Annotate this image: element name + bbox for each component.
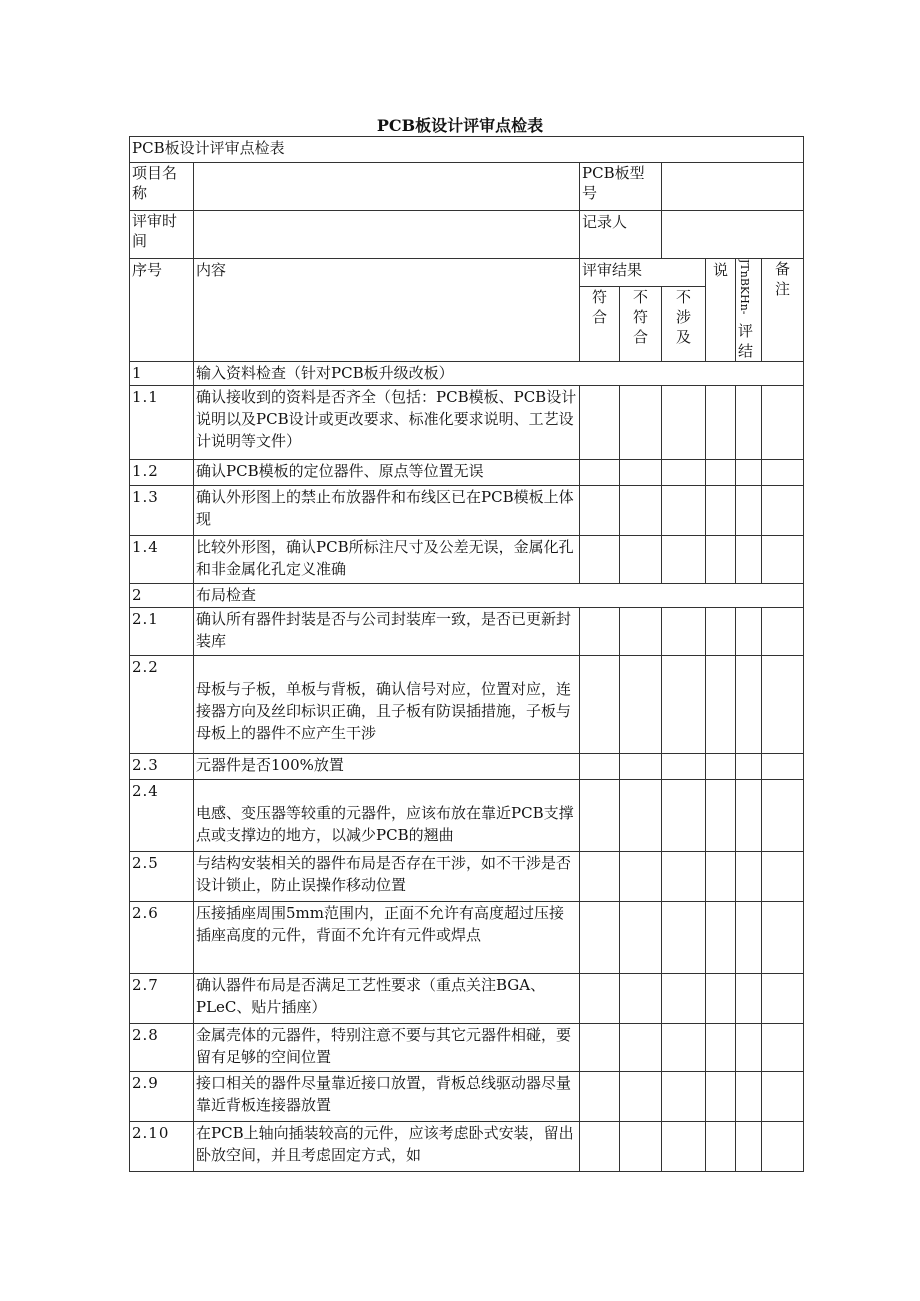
- conform-cell[interactable]: [580, 1121, 620, 1171]
- explain-cell[interactable]: [706, 973, 736, 1023]
- conclusion-cell[interactable]: [736, 1121, 762, 1171]
- project-name-value[interactable]: [194, 163, 580, 211]
- conclusion-cell[interactable]: [736, 753, 762, 779]
- review-conclusion-header: [736, 259, 762, 362]
- nonconform-cell[interactable]: [620, 901, 662, 973]
- table-title-row: [130, 137, 804, 163]
- table-row: [130, 1023, 804, 1071]
- conform-cell[interactable]: [580, 607, 620, 655]
- row-seq: 1: [130, 361, 194, 385]
- seq-header: 序号: [130, 259, 194, 362]
- explain-cell[interactable]: [706, 655, 736, 753]
- table-row: [130, 583, 804, 607]
- row-content: 接口相关的器件尽量靠近接口放置，背板总线驱动器尽量靠近背板连接器放置: [194, 1071, 580, 1121]
- table-row: [130, 973, 804, 1023]
- row-content: 压接插座周围5mm范围内，正面不允许有高度超过压接插座高度的元件，背面不允许有元件或焊点: [194, 901, 580, 973]
- nonconform-cell[interactable]: [620, 535, 662, 583]
- not-applicable-cell[interactable]: [662, 535, 706, 583]
- not-applicable-cell[interactable]: [662, 607, 706, 655]
- nonconform-cell[interactable]: [620, 1023, 662, 1071]
- not-applicable-cell[interactable]: [662, 753, 706, 779]
- not-applicable-cell[interactable]: [662, 385, 706, 459]
- nonconform-cell[interactable]: [620, 973, 662, 1023]
- review-result-header: 评审结果: [580, 259, 706, 287]
- row-content: 输入资料检查（针对PCB板升级改板）: [194, 361, 804, 385]
- nonconform-header: 不 符 合: [620, 286, 662, 361]
- row-content: 确认PCB模板的定位器件、原点等位置无误: [194, 459, 580, 485]
- remark-cell[interactable]: [762, 753, 804, 779]
- conclusion-cell[interactable]: [736, 851, 762, 901]
- not-applicable-cell[interactable]: [662, 459, 706, 485]
- conclusion-cell[interactable]: [736, 1023, 762, 1071]
- row-seq: 1.1: [130, 385, 194, 459]
- recorder-label: 记录人: [580, 211, 662, 259]
- conform-cell[interactable]: [580, 753, 620, 779]
- remark-cell[interactable]: [762, 779, 804, 851]
- not-applicable-cell[interactable]: [662, 485, 706, 535]
- conform-cell[interactable]: [580, 901, 620, 973]
- explain-header: 说: [706, 259, 736, 362]
- row-seq: 2.1: [130, 607, 194, 655]
- nonconform-cell[interactable]: [620, 459, 662, 485]
- remark-cell[interactable]: [762, 1121, 804, 1171]
- table-row: [130, 1121, 804, 1171]
- row-seq: 2.3: [130, 753, 194, 779]
- explain-cell[interactable]: [706, 851, 736, 901]
- pcb-model-label: PCB板型 号: [580, 163, 662, 211]
- remark-cell[interactable]: [762, 1071, 804, 1121]
- remark-cell[interactable]: [762, 385, 804, 459]
- conclusion-cell[interactable]: [736, 459, 762, 485]
- review-time-row: [130, 211, 804, 259]
- row-content: 布局检查: [194, 583, 804, 607]
- column-header-row: [130, 259, 804, 287]
- row-seq: 2.5: [130, 851, 194, 901]
- explain-cell[interactable]: [706, 385, 736, 459]
- row-content: 电感、变压器等较重的元器件，应该布放在靠近PCB支撑点或支撑边的地方，以减少PCB的翘曲: [194, 779, 580, 851]
- explain-cell[interactable]: [706, 753, 736, 779]
- conclusion-cell[interactable]: [736, 655, 762, 753]
- remark-cell[interactable]: [762, 1023, 804, 1071]
- remark-cell[interactable]: [762, 655, 804, 753]
- row-seq: 1.2: [130, 459, 194, 485]
- conclusion-cell[interactable]: [736, 385, 762, 459]
- row-seq: 2.2: [130, 655, 194, 753]
- not-applicable-cell[interactable]: [662, 901, 706, 973]
- row-content: 与结构安装相关的器件布局是否存在干涉，如不干涉是否设计锁止，防止误操作移动位置: [194, 851, 580, 901]
- conclusion-cell[interactable]: [736, 607, 762, 655]
- explain-cell[interactable]: [706, 485, 736, 535]
- table-row: [130, 851, 804, 901]
- row-seq: 2.9: [130, 1071, 194, 1121]
- remark-header: 备 注: [762, 259, 804, 362]
- conform-header: 符 合: [580, 286, 620, 361]
- conclusion-cell[interactable]: [736, 1071, 762, 1121]
- row-content: 确认外形图上的禁止布放器件和布线区已在PCB模板上体现: [194, 485, 580, 535]
- conclusion-cell[interactable]: [736, 973, 762, 1023]
- nonconform-cell[interactable]: [620, 485, 662, 535]
- recorder-value[interactable]: [662, 211, 804, 259]
- nonconform-cell[interactable]: [620, 385, 662, 459]
- row-content: 确认接收到的资料是否齐全（包括：PCB模板、PCB设计说明以及PCB设计或更改要求、标准化要求说明、工艺设计说明等文件）: [194, 385, 580, 459]
- not-applicable-cell[interactable]: [662, 779, 706, 851]
- conform-cell[interactable]: [580, 385, 620, 459]
- table-row: [130, 655, 804, 753]
- explain-cell[interactable]: [706, 1121, 736, 1171]
- pcb-model-value[interactable]: [662, 163, 804, 211]
- garbled-header-text: JTnBKHn-: [738, 259, 751, 315]
- explain-cell[interactable]: [706, 779, 736, 851]
- explain-cell[interactable]: [706, 459, 736, 485]
- conform-cell[interactable]: [580, 851, 620, 901]
- nonconform-cell[interactable]: [620, 851, 662, 901]
- row-content: 在PCB上轴向插装较高的元件，应该考虑卧式安装，留出卧放空间，并且考虑固定方式，如: [194, 1121, 580, 1171]
- table-row: [130, 361, 804, 385]
- table-row: [130, 607, 804, 655]
- row-seq: 2.6: [130, 901, 194, 973]
- remark-cell[interactable]: [762, 851, 804, 901]
- row-seq: 2.10: [130, 1121, 194, 1171]
- table-row: [130, 485, 804, 535]
- explain-cell[interactable]: [706, 901, 736, 973]
- row-content: 比较外形图，确认PCB所标注尺寸及公差无误，金属化孔和非金属化孔定义准确: [194, 535, 580, 583]
- conclusion-cell[interactable]: [736, 535, 762, 583]
- remark-cell[interactable]: [762, 901, 804, 973]
- conform-cell[interactable]: [580, 655, 620, 753]
- conform-cell[interactable]: [580, 1071, 620, 1121]
- nonconform-cell[interactable]: [620, 1121, 662, 1171]
- table-row: [130, 901, 804, 973]
- table-row: [130, 535, 804, 583]
- row-content: 金属壳体的元器件，特别注意不要与其它元器件相碰，要留有足够的空间位置: [194, 1023, 580, 1071]
- row-content: 确认所有器件封装是否与公司封装库一致，是否已更新封装库: [194, 607, 580, 655]
- document-title: PCB板设计评审点检表: [376, 116, 544, 135]
- table-title: PCB板设计评审点检表: [130, 137, 804, 163]
- nonconform-cell[interactable]: [620, 753, 662, 779]
- remark-cell[interactable]: [762, 535, 804, 583]
- row-content: 母板与子板，单板与背板，确认信号对应，位置对应，连接器方向及丝印标识正确，且子板有防误插措施，子板与母板上的器件不应产生干涉: [194, 655, 580, 753]
- nonconform-cell[interactable]: [620, 779, 662, 851]
- conform-cell[interactable]: [580, 973, 620, 1023]
- row-content: 确认器件布局是否满足工艺性要求（重点关注BGA、PLeC、贴片插座）: [194, 973, 580, 1023]
- explain-cell[interactable]: [706, 1071, 736, 1121]
- conform-cell[interactable]: [580, 485, 620, 535]
- content-header: 内容: [194, 259, 580, 362]
- review-checklist-table: [129, 136, 804, 1172]
- conclusion-cell[interactable]: [736, 779, 762, 851]
- row-seq: 2.8: [130, 1023, 194, 1071]
- explain-cell[interactable]: [706, 1023, 736, 1071]
- remark-cell[interactable]: [762, 485, 804, 535]
- row-seq: 1.4: [130, 535, 194, 583]
- row-seq: 2: [130, 583, 194, 607]
- nonconform-cell[interactable]: [620, 607, 662, 655]
- row-seq: 2.4: [130, 779, 194, 851]
- explain-cell[interactable]: [706, 607, 736, 655]
- not-applicable-cell[interactable]: [662, 655, 706, 753]
- remark-cell[interactable]: [762, 607, 804, 655]
- conform-cell[interactable]: [580, 1023, 620, 1071]
- table-row: [130, 385, 804, 459]
- project-row: [130, 163, 804, 211]
- not-applicable-cell[interactable]: [662, 973, 706, 1023]
- review-time-label: 评审时 间: [130, 211, 194, 259]
- row-seq: 1.3: [130, 485, 194, 535]
- row-content: 元器件是否100%放置: [194, 753, 580, 779]
- not-applicable-header: 不 涉 及: [662, 286, 706, 361]
- review-conclusion-label: 评 结: [738, 321, 754, 360]
- row-seq: 2.7: [130, 973, 194, 1023]
- conform-cell[interactable]: [580, 779, 620, 851]
- conform-cell[interactable]: [580, 535, 620, 583]
- project-name-label: 项目名 称: [130, 163, 194, 211]
- review-time-value[interactable]: [194, 211, 580, 259]
- not-applicable-cell[interactable]: [662, 1023, 706, 1071]
- conclusion-cell[interactable]: [736, 901, 762, 973]
- table-row: [130, 459, 804, 485]
- table-row: [130, 1071, 804, 1121]
- remark-cell[interactable]: [762, 973, 804, 1023]
- nonconform-cell[interactable]: [620, 655, 662, 753]
- nonconform-cell[interactable]: [620, 1071, 662, 1121]
- conclusion-cell[interactable]: [736, 485, 762, 535]
- conform-cell[interactable]: [580, 459, 620, 485]
- not-applicable-cell[interactable]: [662, 851, 706, 901]
- table-row: [130, 779, 804, 851]
- not-applicable-cell[interactable]: [662, 1121, 706, 1171]
- not-applicable-cell[interactable]: [662, 1071, 706, 1121]
- table-row: [130, 753, 804, 779]
- explain-cell[interactable]: [706, 535, 736, 583]
- remark-cell[interactable]: [762, 459, 804, 485]
